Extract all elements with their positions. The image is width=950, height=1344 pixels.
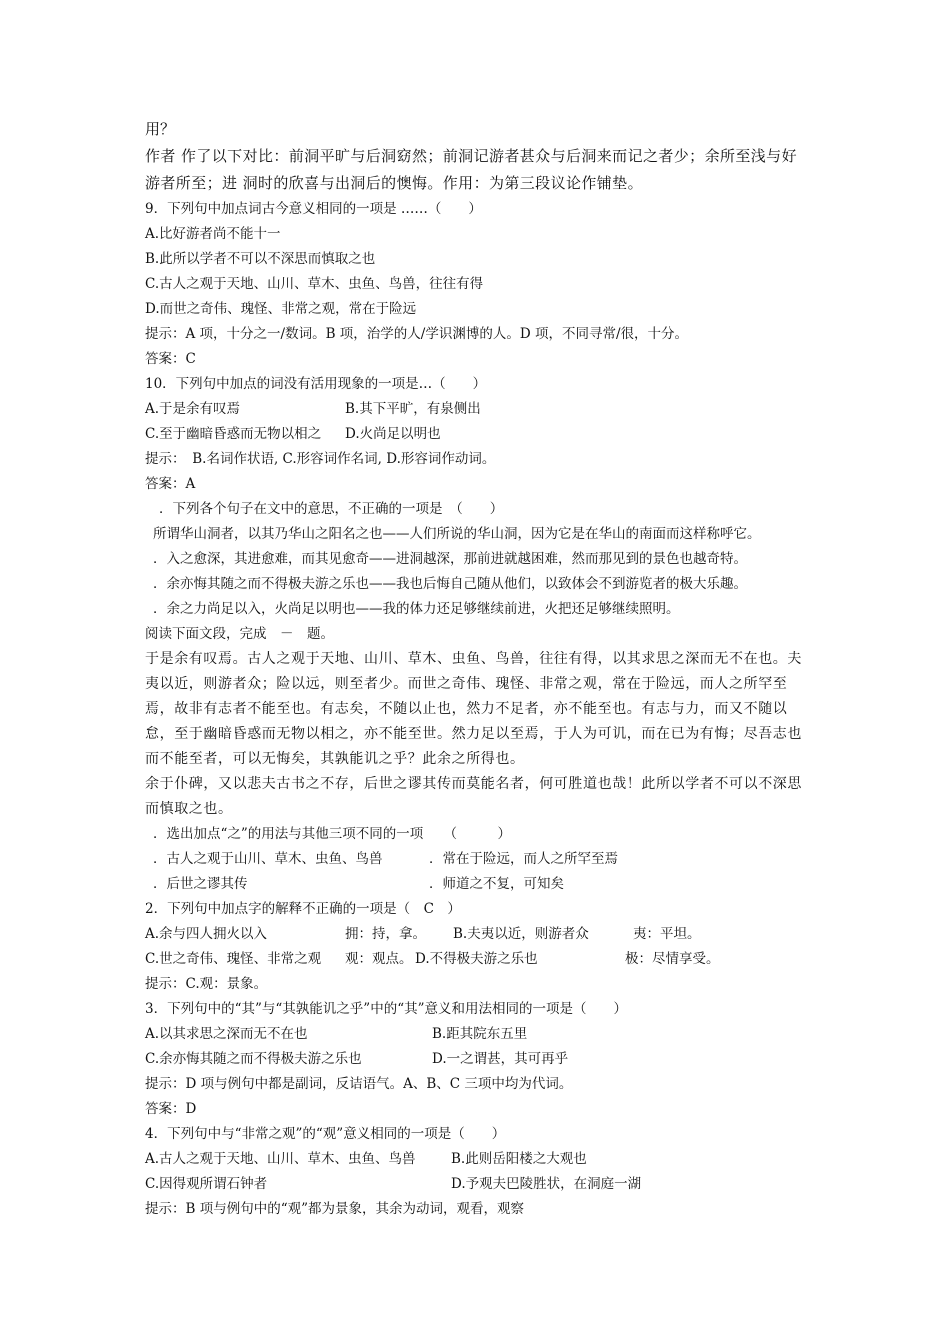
- option-d: D.而世之奇伟、瑰怪、非常之观，常在于险远: [145, 301, 417, 317]
- answer: 答案：C: [145, 351, 196, 367]
- option-c: ．余亦悔其随之而不得极夫游之乐也——我也后悔自己随从他们，以致体会不到游览者的极大乐趣。: [153, 576, 747, 592]
- option-row: [145, 922, 810, 947]
- option-b: B.夫夷以近，则游者众: [453, 926, 589, 942]
- question-9: 9．下列句中加点词古今意义相同的一项是 ……（ ）: [145, 201, 482, 217]
- hint: 提示：B 项与例句中的“观”都为景象，其余为动词，观看，观察: [145, 1201, 525, 1217]
- option-b: ．入之愈深，其进愈难，而其见愈奇——进洞越深，那前进就越困难，然而那见到的景色也越奇特。: [153, 551, 747, 567]
- option-b: ．常在于险远，而人之所罕至焉: [429, 851, 618, 867]
- option-c: C.世之奇伟、瑰怪、非常之观: [145, 951, 322, 967]
- hint: 提示： B.名词作状语, C.形容词作名词, D.形容词作动词。: [145, 451, 496, 467]
- option-d: D.一之谓甚，其可再乎: [432, 1051, 569, 1067]
- option-a: A.古人之观于天地、山川、草木、虫鱼、鸟兽: [145, 1151, 416, 1167]
- question-10: 10．下列句中加点的词没有活用现象的一项是…（ ）: [145, 376, 487, 392]
- option-d: ．余之力尚足以入，火尚足以明也——我的体力还足够继续前进，火把还足够继续照明。: [153, 601, 680, 617]
- option-b: B.距其院东五里: [432, 1026, 528, 1042]
- reading-passage: 余于仆碑，又以悲夫古书之不存，后世之谬其传而莫能名者，何可胜道也哉！此所以学者不可以不深思而慎取之也。: [145, 776, 802, 817]
- option-a: ．古人之观于山川、草木、虫鱼、鸟兽: [153, 851, 383, 867]
- option-d: D.予观夫巴陵胜状，在洞庭一湖: [451, 1176, 642, 1192]
- option-row: [145, 422, 810, 447]
- option-row: [145, 1022, 810, 1047]
- answer: 答案：D: [145, 1101, 197, 1117]
- reading-instruction: 阅读下面文段，完成 － 题。: [145, 626, 334, 642]
- option-b: B.此则岳阳楼之大观也: [451, 1151, 587, 1167]
- option-c: C.因得观所谓石钟者: [145, 1176, 268, 1192]
- option-row: [145, 947, 810, 972]
- option-d: D.火尚足以明也: [345, 426, 441, 442]
- hint: 提示：A 项，十分之一/数词。B 项，治学的人/学识渊博的人。D 项，不同寻常/很，十分。: [145, 326, 689, 342]
- document-page: [145, 116, 810, 1222]
- option-c: ．后世之谬其传: [153, 876, 248, 892]
- option-a-gloss: 拥：持，拿。: [345, 926, 426, 942]
- line-text: 用？: [145, 120, 176, 138]
- option-row: [145, 397, 810, 422]
- option-b-gloss: 夷：平坦。: [633, 926, 701, 942]
- option-row: [145, 1172, 810, 1197]
- option-b: B.其下平旷，有泉侧出: [345, 401, 481, 417]
- reading-passage: 于是余有叹焉。古人之观于天地、山川、草木、虫鱼、鸟兽，往往有得，以其求思之深而无不在也。夫夷以近，则游者众；险以远，则至者少。而世之奇伟、瑰怪、非常之观，常在于险远，而人之所罕至焉，故非有志者不能至也。有志矣，不随以止也，然力不足者，亦不能至也。有志与力，而又不随以怠，至于幽暗昏惑而无物以相之，亦不能至世。然力足以至焉，于人为可讥，而在已为有悔；尽吾志也而不能至者，可以无悔矣，其孰能讥之乎？此余之所得也。: [145, 651, 802, 767]
- question-2: 2．下列句中加点字的解释不正确的一项是（ C ）: [145, 901, 461, 917]
- option-c: C.古人之观于天地、山川、草木、虫鱼、鸟兽，往往有得: [145, 276, 484, 292]
- answer: 答案：A: [145, 476, 196, 492]
- question-11: ．下列各个句子在文中的意思，不正确的一项是 （ ）: [159, 501, 504, 517]
- option-a: A.以其求思之深而无不在也: [145, 1026, 308, 1042]
- option-a: 所谓华山洞者，以其乃华山之阳名之也——人们所说的华山洞，因为它是在华山的南面而这样称呼它。: [153, 526, 761, 542]
- option-a: A.比好游者尚不能十一: [145, 226, 281, 242]
- question-3: 3．下列句中的“其”与“其孰能讥之乎”中的“其”意义和用法相同的一项是（ ）: [145, 1001, 627, 1017]
- option-row: [145, 1047, 810, 1072]
- option-d-gloss: 极：尽情享受。: [625, 951, 720, 967]
- option-d: D.不得极夫游之乐也: [415, 951, 538, 967]
- option-row: [145, 872, 810, 897]
- option-d: ．师道之不复，可知矣: [429, 876, 564, 892]
- option-row: [145, 847, 810, 872]
- option-b: B.此所以学者不可以不深思而慎取之也: [145, 251, 376, 267]
- hint: 提示：C.观：景象。: [145, 976, 268, 992]
- option-c: C.至于幽暗昏惑而无物以相之: [145, 426, 322, 442]
- question-1: ．选出加点“之”的用法与其他三项不同的一项 （ ）: [153, 826, 512, 842]
- option-c-gloss: 观：观点。: [345, 951, 413, 967]
- option-c: C.余亦悔其随之而不得极夫游之乐也: [145, 1051, 362, 1067]
- option-a: A.余与四人拥火以入: [145, 926, 268, 942]
- question-4: 4．下列句中与“非常之观”的“观”意义相同的一项是（ ）: [145, 1126, 506, 1142]
- hint: 提示：D 项与例句中都是副词，反诘语气。A、B、C 三项中均为代词。: [145, 1076, 573, 1092]
- answer-paragraph: 作者 作了以下对比：前洞平旷与后洞窈然；前洞记游者甚众与后洞来而记之者少；余所至浅与好游者所至；进 洞时的欣喜与出洞后的懊悔。作用：为第三段议论作铺垫。: [145, 147, 797, 192]
- option-row: [145, 1147, 810, 1172]
- option-a: A.于是余有叹焉: [145, 401, 241, 417]
